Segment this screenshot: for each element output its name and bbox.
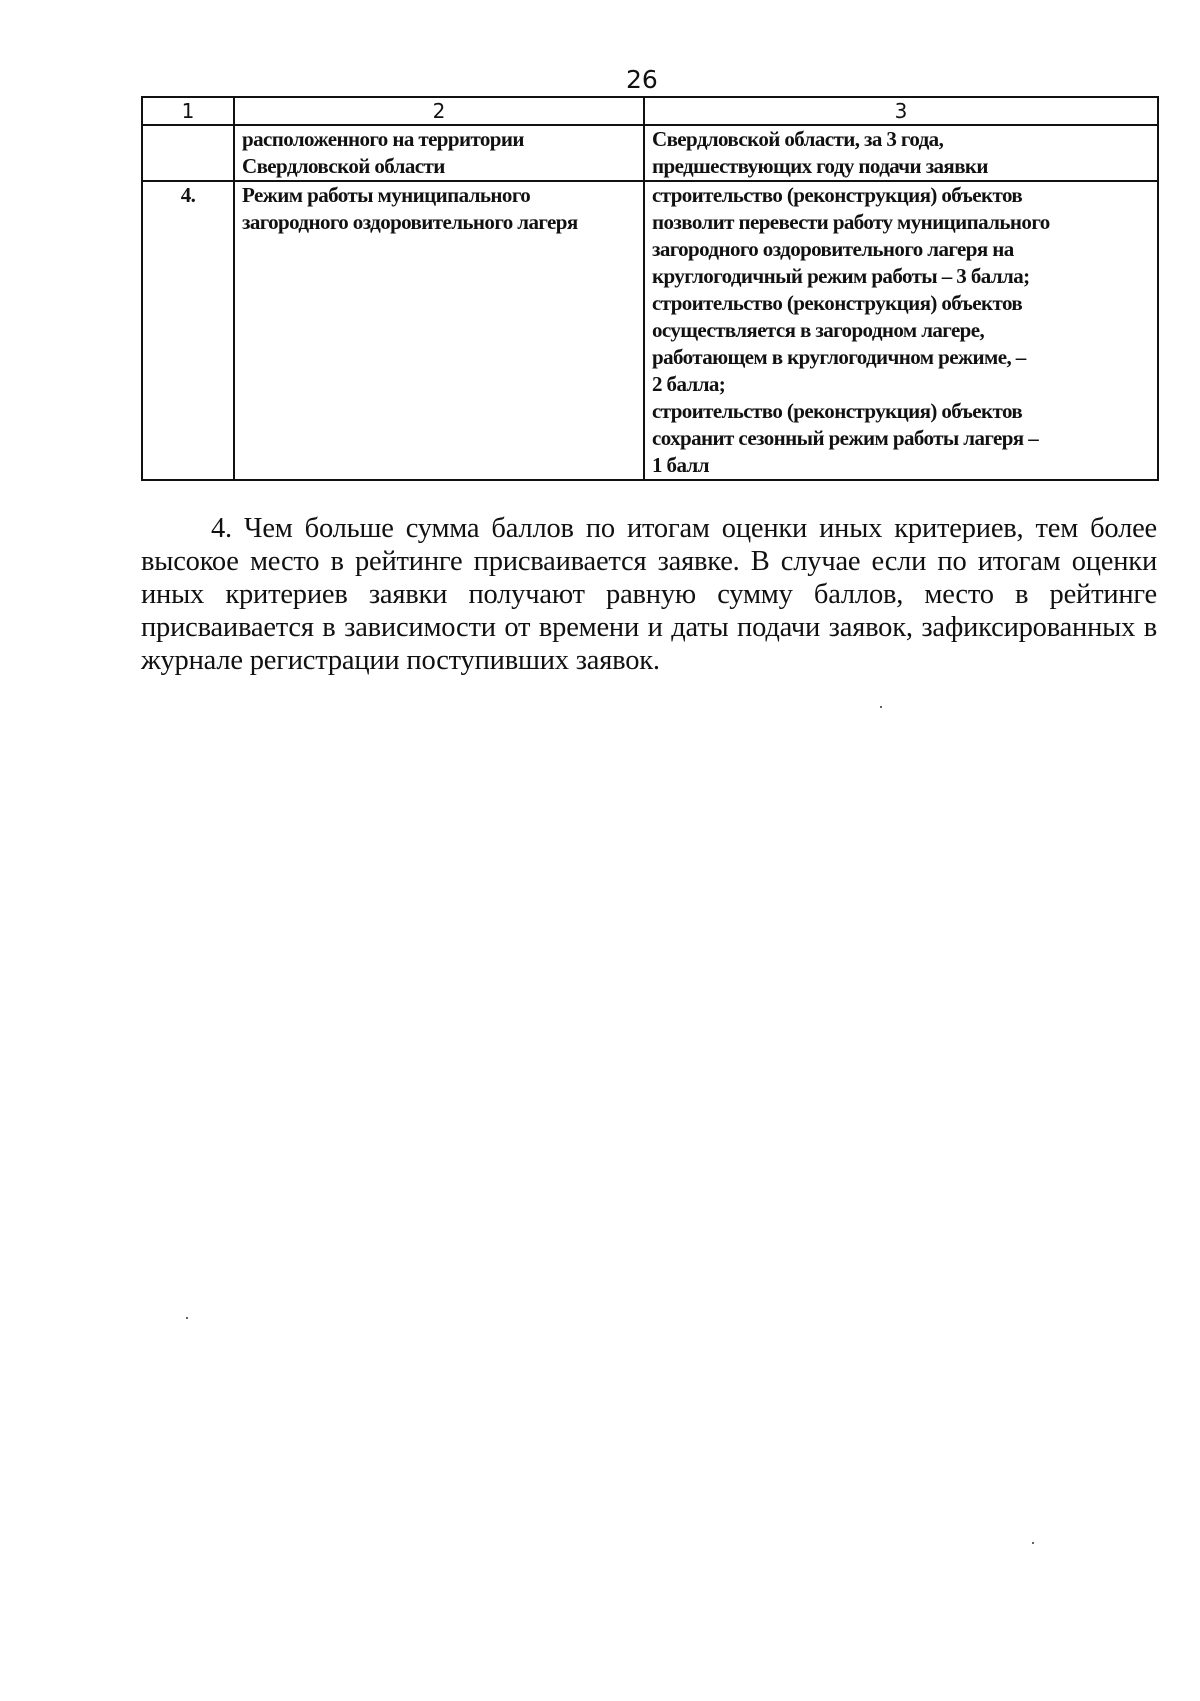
row-number: 4. — [142, 181, 234, 480]
scoring-cell: Свердловской области, за 3 года, предшествующих году подачи заявки — [644, 125, 1158, 181]
criterion-cell: расположенного на территории Свердловской области — [234, 125, 644, 181]
table-row — [142, 181, 1158, 480]
criterion-cell: Режим работы муниципального загородного оздоровительного лагеря — [234, 181, 644, 480]
page-number-text: 26 — [626, 65, 658, 94]
table-row — [142, 125, 1158, 181]
table-header-row — [142, 97, 1158, 125]
header-col-2: 2 — [234, 97, 644, 125]
header-col-3: 3 — [644, 97, 1158, 125]
scan-speck — [1032, 1542, 1034, 1544]
row-number — [142, 125, 234, 181]
scoring-cell: строительство (реконструкция) объектов позволит перевести работу муниципального загородного оздоровительного лагеря на круглогодичный режим работы – 3 балла; строительство (реконструкция) объектов осуществляется в загородном лагере, работающем в круглогодичном режиме, – 2 балла; строительство (реконструкция) объектов сохранит сезонный режим работы лагеря – 1 балл — [644, 181, 1158, 480]
scan-speck — [186, 1317, 188, 1319]
header-col-1: 1 — [142, 97, 234, 125]
criteria-table — [141, 96, 1159, 481]
scan-speck — [880, 706, 882, 708]
body-paragraph: 4. Чем больше сумма баллов по итогам оценки иных критериев, тем более высокое место в рейтинге присваивается заявке. В случае если по итогам оценки иных критериев заявки получают равную сумму баллов, место в рейтинге присваивается в зависимости от времени и даты подачи заявок, зафиксированных в журнале регистрации поступивших заявок. — [141, 512, 1157, 676]
